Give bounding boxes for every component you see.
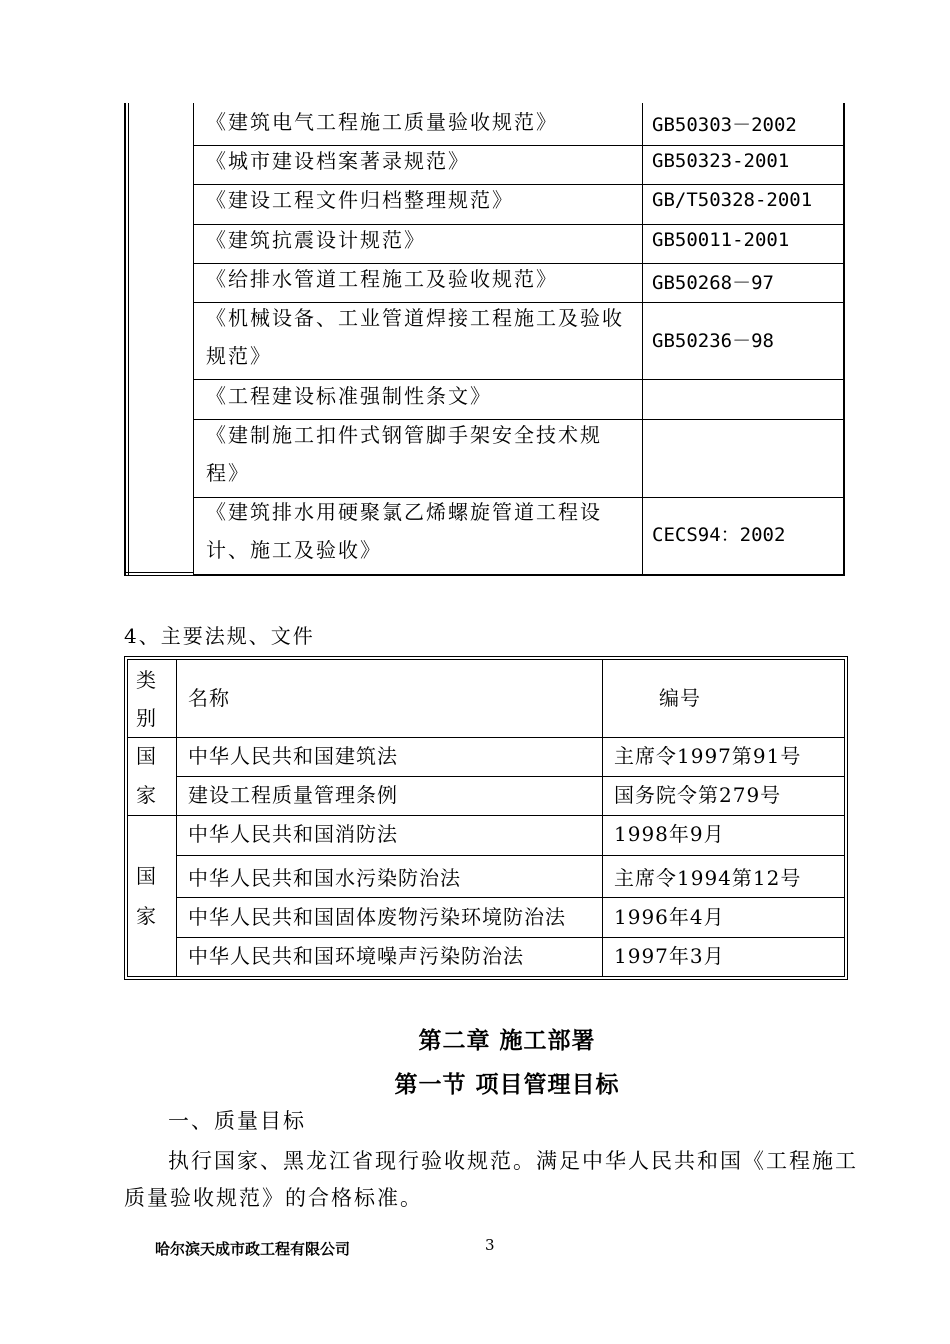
standard-code: GB50323-2001 xyxy=(652,150,790,172)
law-number: 主席令1997第91号 xyxy=(614,744,802,768)
standard-name: 《机械设备、工业管道焊接工程施工及验收 xyxy=(206,306,624,330)
paragraph-line: 执行国家、黑龙江省现行验收规范。满足中华人民共和国《工程施工 xyxy=(168,1149,858,1173)
standard-name-continued: 规范》 xyxy=(206,344,272,368)
law-number: 1997年3月 xyxy=(614,944,725,968)
standard-name: 《建制施工扣件式钢管脚手架安全技术规 xyxy=(206,423,602,447)
law-name: 中华人民共和国固体废物污染环境防治法 xyxy=(188,905,566,929)
law-number: 1998年9月 xyxy=(614,822,725,846)
footer-company: 哈尔滨天成市政工程有限公司 xyxy=(155,1240,351,1258)
standard-code: GB/T50328-2001 xyxy=(652,189,813,211)
standards-table xyxy=(124,103,846,576)
standard-name: 《城市建设档案著录规范》 xyxy=(206,149,470,173)
standard-name: 《给排水管道工程施工及验收规范》 xyxy=(206,267,558,291)
law-number: 国务院令第279号 xyxy=(614,783,782,807)
standard-code: CECS94：2002 xyxy=(652,524,786,546)
category-char: 国 xyxy=(136,864,157,888)
law-name: 中华人民共和国建筑法 xyxy=(188,744,398,768)
law-name: 中华人民共和国环境噪声污染防治法 xyxy=(188,944,524,968)
page-number: 3 xyxy=(485,1236,495,1254)
law-number: 主席令1994第12号 xyxy=(614,866,802,890)
standard-name: 《工程建设标准强制性条文》 xyxy=(206,384,492,408)
standard-name-continued: 计、施工及验收》 xyxy=(206,538,382,562)
standard-name-continued: 程》 xyxy=(206,461,250,485)
standard-code: GB50011-2001 xyxy=(652,229,790,251)
chapter-title: 第二章 施工部署 xyxy=(418,1027,596,1054)
law-number: 1996年4月 xyxy=(614,905,725,929)
laws-table xyxy=(124,656,848,980)
standard-name: 《建筑电气工程施工质量验收规范》 xyxy=(206,110,558,134)
header-name: 名称 xyxy=(188,686,230,710)
standard-name: 《建设工程文件归档整理规范》 xyxy=(206,188,514,212)
standard-code: GB50236－98 xyxy=(652,330,774,352)
law-name: 中华人民共和国水污染防治法 xyxy=(188,866,461,890)
category-char: 国 xyxy=(136,744,157,768)
category-char: 家 xyxy=(136,783,157,807)
section-title: 第一节 项目管理目标 xyxy=(394,1071,620,1098)
standard-name: 《建筑抗震设计规范》 xyxy=(206,228,426,252)
subheading: 一、质量目标 xyxy=(168,1109,306,1133)
section-label: 4、主要法规、文件 xyxy=(124,624,315,648)
standard-code: GB50303－2002 xyxy=(652,114,797,136)
paragraph-line: 质量验收规范》的合格标准。 xyxy=(124,1186,423,1210)
standard-name: 《建筑排水用硬聚氯乙烯螺旋管道工程设 xyxy=(206,500,602,524)
law-name: 中华人民共和国消防法 xyxy=(188,822,398,846)
law-name: 建设工程质量管理条例 xyxy=(188,783,398,807)
category-char: 家 xyxy=(136,904,157,928)
header-category-char: 别 xyxy=(136,706,157,730)
header-number: 编号 xyxy=(659,686,701,710)
header-category-char: 类 xyxy=(136,668,157,692)
standard-code: GB50268－97 xyxy=(652,272,774,294)
